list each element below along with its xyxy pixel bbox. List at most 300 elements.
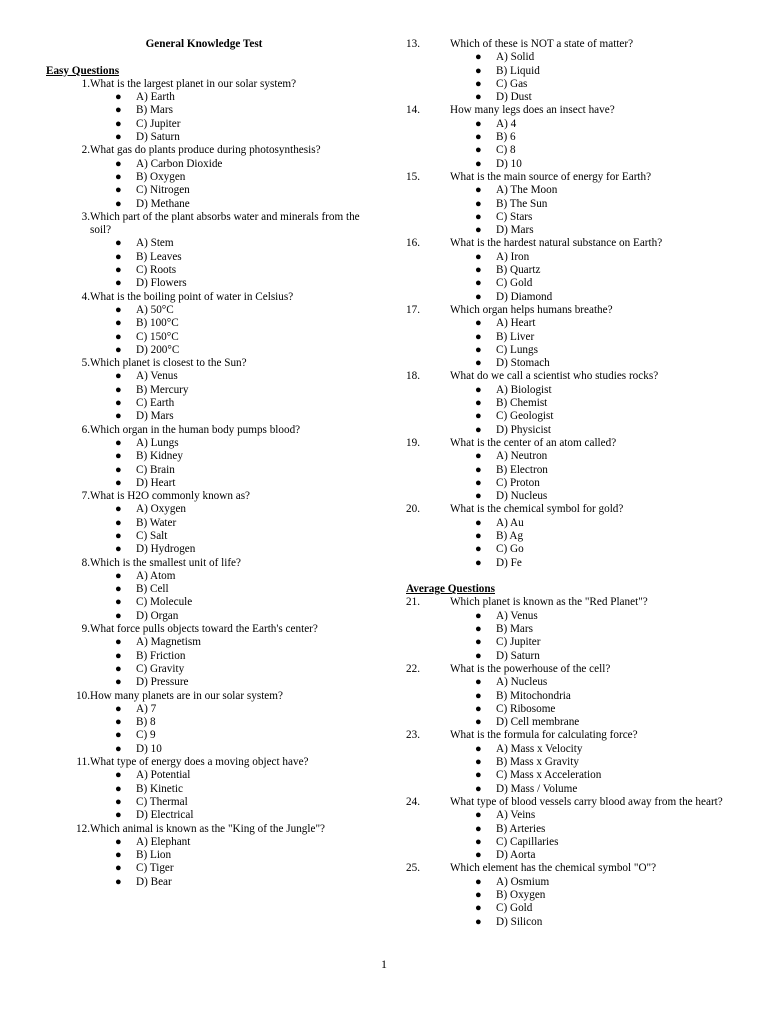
option-label: B) Friction (136, 649, 186, 662)
bullet-icon: ● (475, 250, 482, 263)
option-label: A) Venus (136, 370, 178, 383)
question-number: 10. (76, 689, 90, 702)
question-item (46, 557, 362, 623)
bullet-icon: ● (115, 795, 122, 808)
bullet-icon: ● (475, 716, 482, 729)
bullet-icon: ● (475, 397, 482, 410)
answer-option (46, 384, 362, 397)
answer-option (46, 370, 362, 383)
bullet-icon: ● (115, 370, 122, 383)
answer-option (46, 769, 362, 782)
option-label: C) Thermal (136, 795, 188, 808)
answer-option (406, 277, 724, 290)
answer-option (406, 264, 724, 277)
answer-option (406, 690, 724, 703)
option-label: A) Atom (136, 569, 176, 582)
bullet-icon: ● (475, 144, 482, 157)
option-label: C) 150°C (136, 330, 179, 343)
answer-option (406, 251, 724, 264)
question-item (406, 596, 724, 662)
option-label: D) 10 (496, 157, 522, 170)
bullet-icon: ● (475, 197, 482, 210)
question-text: Which is the smallest unit of life? (90, 556, 241, 569)
bullet-icon: ● (115, 716, 122, 729)
question-number: 6. (81, 423, 90, 436)
option-label: A) Au (496, 516, 524, 529)
question-item (406, 104, 724, 170)
question-text: What is the boiling point of water in Celsius? (90, 290, 294, 303)
answer-options (406, 450, 724, 503)
bullet-icon: ● (475, 277, 482, 290)
bullet-icon: ● (115, 835, 122, 848)
answer-option (46, 184, 362, 197)
answer-option (406, 650, 724, 663)
answer-option (406, 517, 724, 530)
bullet-icon: ● (115, 157, 122, 170)
answer-options (406, 184, 724, 237)
bullet-icon: ● (475, 769, 482, 782)
question-item (406, 237, 724, 303)
question-item (406, 503, 724, 569)
question-number: 25. (406, 862, 420, 875)
answer-option (406, 357, 724, 370)
answer-options (406, 251, 724, 304)
answer-option (46, 251, 362, 264)
bullet-icon: ● (475, 636, 482, 649)
bullet-icon: ● (475, 117, 482, 130)
question-text: Which part of the plant absorbs water and minerals from the soil? (90, 210, 360, 237)
answer-option (46, 464, 362, 477)
option-label: A) Veins (496, 809, 536, 822)
option-label: B) Kinetic (136, 782, 183, 795)
answer-options (46, 769, 362, 822)
answer-options (406, 517, 724, 570)
answer-options (46, 570, 362, 623)
option-label: A) Oxygen (136, 503, 187, 516)
answer-option (406, 823, 724, 836)
answer-option (46, 331, 362, 344)
right-column (406, 38, 724, 929)
option-label: B) 6 (496, 131, 516, 144)
bullet-icon: ● (475, 383, 482, 396)
option-label: D) Organ (136, 609, 179, 622)
question-number: 22. (406, 662, 420, 675)
option-label: D) 10 (136, 742, 162, 755)
question-text: Which element has the chemical symbol "O"? (450, 862, 657, 875)
answer-option (406, 623, 724, 636)
answer-option (406, 464, 724, 477)
bullet-icon: ● (115, 543, 122, 556)
bullet-icon: ● (475, 64, 482, 77)
bullet-icon: ● (475, 822, 482, 835)
answer-option (406, 889, 724, 902)
question-item (46, 291, 362, 357)
option-label: D) Aorta (496, 849, 536, 862)
option-label: B) Electron (496, 463, 548, 476)
question-text: Which planet is closest to the Sun? (90, 357, 247, 370)
answer-option (46, 397, 362, 410)
option-label: C) Gravity (136, 662, 185, 675)
option-label: C) Stars (496, 210, 533, 223)
question-text: Which organ in the human body pumps blood? (90, 423, 301, 436)
question-item (46, 690, 362, 756)
bullet-icon: ● (115, 436, 122, 449)
answer-options (46, 503, 362, 556)
answer-options (406, 51, 724, 104)
answer-option (46, 118, 362, 131)
option-label: D) Saturn (136, 131, 180, 144)
answer-options (46, 437, 362, 490)
bullet-icon: ● (475, 343, 482, 356)
bullet-icon: ● (115, 729, 122, 742)
question-number: 19. (406, 436, 420, 449)
bullet-icon: ● (115, 742, 122, 755)
option-label: C) Molecule (136, 596, 193, 609)
question-text: What do we call a scientist who studies rocks? (450, 370, 659, 383)
option-label: A) Osmium (496, 875, 550, 888)
question-number: 8. (81, 556, 90, 569)
question-text: What is the formula for calculating force? (450, 729, 638, 742)
bullet-icon: ● (475, 543, 482, 556)
answer-option (406, 424, 724, 437)
option-label: B) Mercury (136, 383, 189, 396)
question-item (46, 211, 362, 291)
option-label: B) Mars (136, 104, 173, 117)
answer-option (406, 557, 724, 570)
option-label: B) Ag (496, 529, 524, 542)
option-label: A) 7 (136, 702, 157, 715)
option-label: C) Gas (496, 77, 528, 90)
answer-option (46, 610, 362, 623)
bullet-icon: ● (115, 849, 122, 862)
option-label: D) Bear (136, 875, 172, 888)
page-number: 1 (381, 957, 387, 971)
option-label: C) Go (496, 543, 524, 556)
bullet-icon: ● (115, 503, 122, 516)
bullet-icon: ● (475, 875, 482, 888)
bullet-icon: ● (475, 210, 482, 223)
answer-option (46, 344, 362, 357)
answer-option (406, 91, 724, 104)
left-column (46, 38, 362, 889)
answer-option (46, 171, 362, 184)
bullet-icon: ● (475, 623, 482, 636)
bullet-icon: ● (115, 569, 122, 582)
answer-options (406, 610, 724, 663)
answer-options (46, 836, 362, 889)
question-number: 15. (406, 170, 420, 183)
answer-options (46, 703, 362, 756)
bullet-icon: ● (115, 476, 122, 489)
answer-option (406, 51, 724, 64)
question-text: What gas do plants produce during photosynthesis? (90, 144, 321, 157)
option-label: B) The Sun (496, 197, 548, 210)
answer-option (406, 783, 724, 796)
answer-option (46, 543, 362, 556)
bullet-icon: ● (115, 383, 122, 396)
option-label: A) Carbon Dioxide (136, 157, 223, 170)
question-text: How many planets are in our solar system? (90, 689, 283, 702)
question-text: What is the hardest natural substance on Earth? (450, 237, 663, 250)
option-label: A) Biologist (496, 383, 552, 396)
bullet-icon: ● (115, 277, 122, 290)
page-title: General Knowledge Test (145, 38, 263, 50)
bullet-icon: ● (115, 529, 122, 542)
bullet-icon: ● (115, 303, 122, 316)
answer-options (406, 317, 724, 370)
answer-options (46, 237, 362, 290)
answer-options (406, 118, 724, 171)
bullet-icon: ● (115, 91, 122, 104)
bullet-icon: ● (475, 476, 482, 489)
bullet-icon: ● (115, 410, 122, 423)
answer-option (406, 198, 724, 211)
option-label: A) Elephant (136, 835, 191, 848)
question-item (46, 424, 362, 490)
bullet-icon: ● (115, 264, 122, 277)
bullet-icon: ● (475, 649, 482, 662)
answer-option (406, 703, 724, 716)
question-text: Which organ helps humans breathe? (450, 303, 613, 316)
bullet-icon: ● (475, 689, 482, 702)
answer-options (46, 91, 362, 144)
question-text: What is the powerhouse of the cell? (450, 662, 611, 675)
bullet-icon: ● (115, 463, 122, 476)
answer-option (46, 862, 362, 875)
option-label: A) 4 (496, 117, 517, 130)
option-label: D) Pressure (136, 676, 189, 689)
bullet-icon: ● (475, 423, 482, 436)
question-item (406, 862, 724, 928)
answer-option (46, 876, 362, 889)
option-label: D) Mars (136, 410, 174, 423)
option-label: D) Saturn (496, 649, 540, 662)
answer-option (406, 530, 724, 543)
answer-options (46, 636, 362, 689)
question-item (46, 756, 362, 822)
option-label: D) Flowers (136, 277, 187, 290)
section-heading: Easy Questions (46, 64, 120, 77)
bullet-icon: ● (115, 104, 122, 117)
bullet-icon: ● (115, 809, 122, 822)
answer-option (406, 158, 724, 171)
bullet-icon: ● (115, 516, 122, 529)
question-text: Which of these is NOT a state of matter? (450, 38, 634, 50)
question-text: What is H2O commonly known as? (90, 490, 251, 503)
option-label: A) Magnetism (136, 636, 201, 649)
option-label: C) Brain (136, 463, 175, 476)
option-label: C) Capillaries (496, 835, 559, 848)
option-label: B) Oxygen (136, 170, 186, 183)
bullet-icon: ● (115, 117, 122, 130)
bullet-icon: ● (475, 902, 482, 915)
bullet-icon: ● (475, 756, 482, 769)
question-text: Which planet is known as the "Red Planet"? (450, 596, 648, 609)
option-label: C) 8 (496, 144, 516, 157)
bullet-icon: ● (115, 702, 122, 715)
question-text: What is the chemical symbol for gold? (450, 503, 624, 516)
answer-option (46, 410, 362, 423)
bullet-icon: ● (475, 357, 482, 370)
answer-option (46, 198, 362, 211)
question-number: 5. (81, 357, 90, 370)
option-label: D) Mars (496, 224, 534, 237)
question-text: Which animal is known as the "King of the Jungle"? (90, 822, 326, 835)
bullet-icon: ● (115, 343, 122, 356)
option-label: D) Hydrogen (136, 543, 196, 556)
question-text: What type of blood vessels carry blood away from the heart? (450, 795, 723, 808)
question-item (46, 490, 362, 556)
bullet-icon: ● (475, 609, 482, 622)
answer-option (406, 876, 724, 889)
bullet-icon: ● (115, 596, 122, 609)
bullet-icon: ● (475, 676, 482, 689)
answer-options (46, 370, 362, 423)
bullet-icon: ● (115, 662, 122, 675)
answer-option (46, 131, 362, 144)
answer-option (406, 477, 724, 490)
option-label: C) Gold (496, 277, 533, 290)
option-label: D) Heart (136, 476, 176, 489)
answer-option (406, 384, 724, 397)
answer-option (406, 144, 724, 157)
option-label: D) Nucleus (496, 490, 548, 503)
option-label: C) Jupiter (136, 117, 181, 130)
answer-option (406, 224, 724, 237)
answer-option (46, 437, 362, 450)
question-item (406, 171, 724, 237)
option-label: D) Physicist (496, 423, 552, 436)
option-label: B) Chemist (496, 397, 548, 410)
option-label: C) Gold (496, 902, 533, 915)
question-number: 13. (406, 38, 420, 50)
option-label: B) Kidney (136, 450, 183, 463)
option-label: B) 100°C (136, 317, 179, 330)
bullet-icon: ● (115, 609, 122, 622)
option-label: B) Cell (136, 583, 169, 596)
option-label: D) Electrical (136, 809, 194, 822)
bullet-icon: ● (475, 782, 482, 795)
option-label: D) Methane (136, 197, 190, 210)
answer-option (46, 783, 362, 796)
answer-option (406, 184, 724, 197)
bullet-icon: ● (475, 184, 482, 197)
question-item (406, 370, 724, 436)
option-label: B) Liver (496, 330, 535, 343)
option-label: A) Potential (136, 769, 191, 782)
answer-option (46, 503, 362, 516)
question-text: What force pulls objects toward the Earth's center? (90, 623, 318, 636)
option-label: B) Lion (136, 849, 172, 862)
answer-option (46, 716, 362, 729)
option-label: D) Stomach (496, 357, 550, 370)
question-item (46, 623, 362, 689)
answer-option (406, 756, 724, 769)
option-label: C) Proton (496, 476, 540, 489)
answer-option (46, 596, 362, 609)
option-label: D) Mass / Volume (496, 782, 578, 795)
answer-option (406, 543, 724, 556)
question-item (406, 729, 724, 795)
option-label: A) Solid (496, 51, 535, 64)
bullet-icon: ● (475, 131, 482, 144)
answer-options (406, 743, 724, 796)
section-heading: Average Questions (406, 583, 495, 596)
bullet-icon: ● (475, 463, 482, 476)
bullet-icon: ● (115, 782, 122, 795)
bullet-icon: ● (115, 397, 122, 410)
answer-option (46, 663, 362, 676)
question-number: 7. (81, 490, 90, 503)
question-text: How many legs does an insect have? (450, 104, 615, 117)
answer-options (406, 876, 724, 929)
bullet-icon: ● (475, 290, 482, 303)
question-number: 2. (81, 144, 90, 157)
answer-option (406, 490, 724, 503)
question-text: What is the main source of energy for Earth? (450, 170, 652, 183)
option-label: C) Lungs (496, 343, 538, 356)
answer-option (406, 331, 724, 344)
answer-option (46, 650, 362, 663)
bullet-icon: ● (475, 224, 482, 237)
option-label: A) Venus (496, 609, 538, 622)
answer-option (46, 796, 362, 809)
option-label: C) Tiger (136, 862, 174, 875)
option-label: A) Mass x Velocity (496, 742, 583, 755)
option-label: C) Nitrogen (136, 184, 190, 197)
answer-option (406, 676, 724, 689)
option-label: C) Roots (136, 264, 177, 277)
answer-option (46, 849, 362, 862)
bullet-icon: ● (475, 556, 482, 569)
bullet-icon: ● (475, 317, 482, 330)
bullet-icon: ● (475, 450, 482, 463)
answer-options (406, 809, 724, 862)
option-label: C) Mass x Acceleration (496, 769, 602, 782)
section-gap (406, 570, 724, 583)
answer-option (46, 743, 362, 756)
option-label: D) Cell membrane (496, 716, 580, 729)
bullet-icon: ● (115, 131, 122, 144)
answer-option (406, 450, 724, 463)
option-label: A) Neutron (496, 450, 548, 463)
option-label: D) Diamond (496, 290, 553, 303)
answer-option (406, 769, 724, 782)
option-label: D) 200°C (136, 343, 180, 356)
bullet-icon: ● (115, 330, 122, 343)
answer-options (406, 384, 724, 437)
option-label: B) Mitochondria (496, 689, 571, 702)
question-number: 3. (81, 210, 90, 223)
question-item (406, 437, 724, 503)
answer-option (46, 809, 362, 822)
question-item (46, 357, 362, 423)
answer-option (46, 264, 362, 277)
option-label: A) Iron (496, 250, 530, 263)
answer-option (406, 902, 724, 915)
bullet-icon: ● (475, 516, 482, 529)
answer-option (406, 317, 724, 330)
answer-option (406, 610, 724, 623)
option-label: C) 9 (136, 729, 156, 742)
answer-option (46, 636, 362, 649)
option-label: A) 50°C (136, 303, 174, 316)
answer-option (46, 703, 362, 716)
answer-option (406, 636, 724, 649)
question-number: 18. (406, 370, 420, 383)
question-text: What is the largest planet in our solar system? (90, 77, 297, 90)
question-number: 9. (81, 623, 90, 636)
